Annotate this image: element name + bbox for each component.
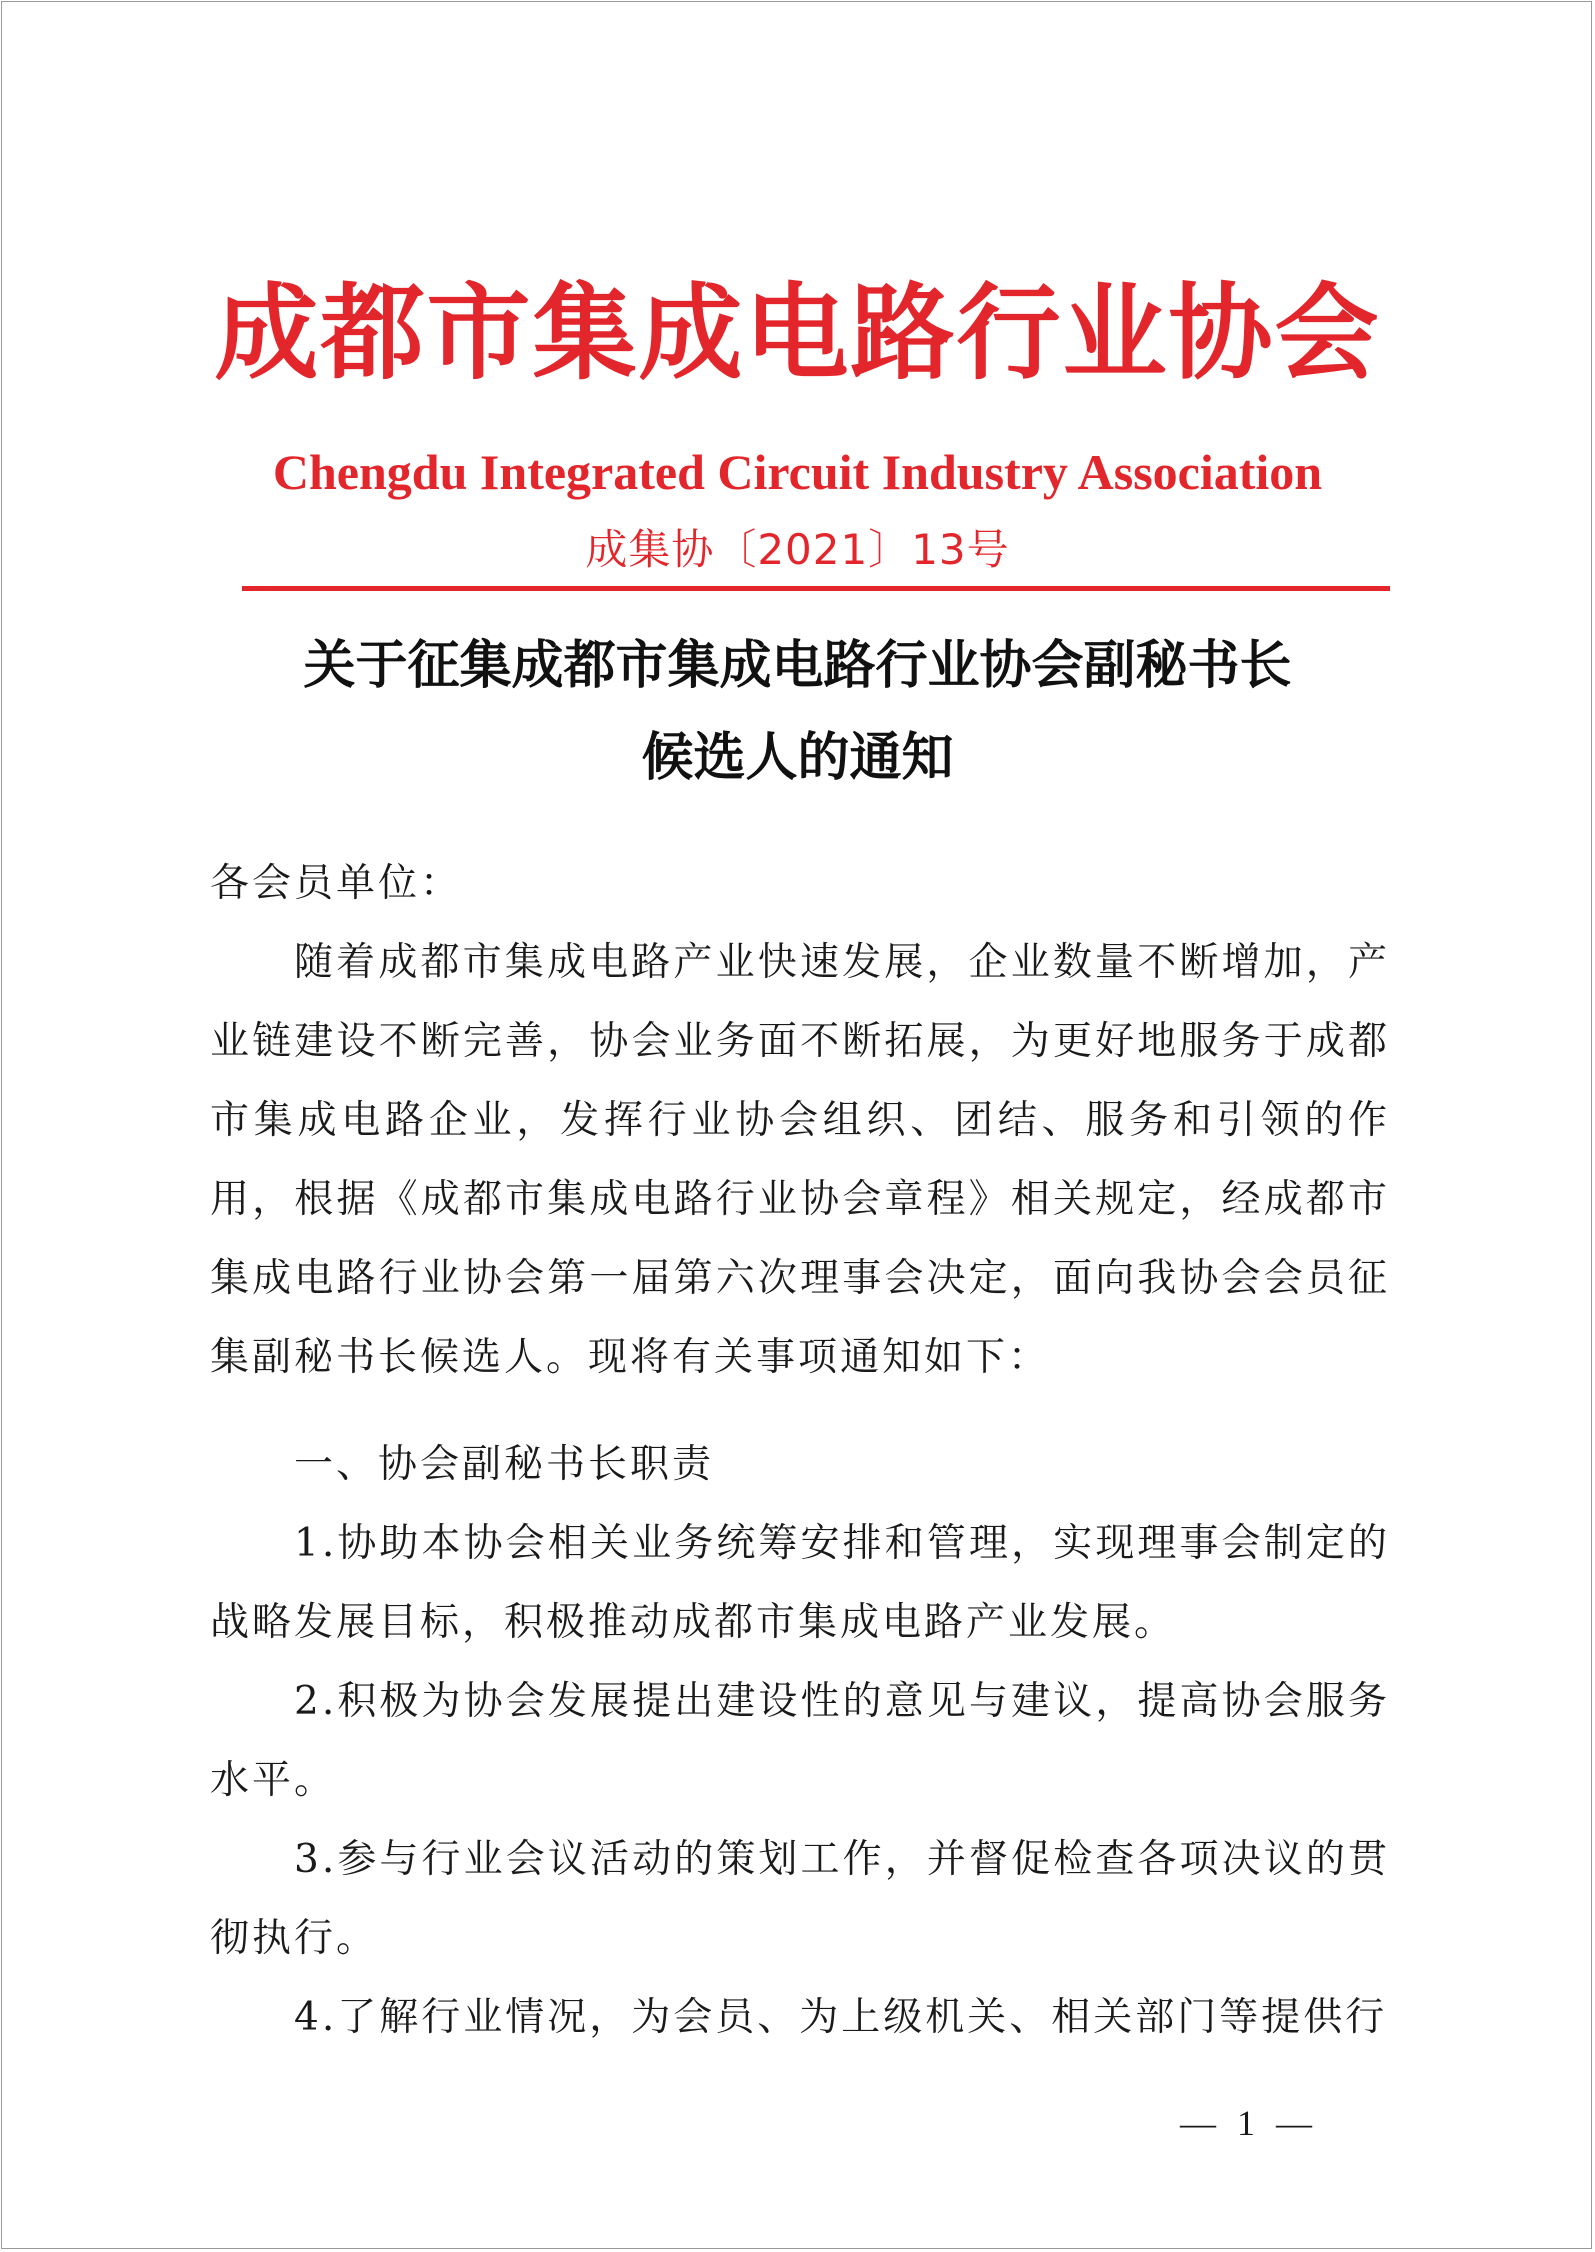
page-number: — 1 — [1180, 2103, 1318, 2143]
duty-item-1: 1.协助本协会相关业务统筹安排和管理，实现理事会制定的战略发展目标，积极推动成都市集成电路产业发展。 [210, 1521, 1390, 1645]
duty-item-2: 2.积极为协会发展提出建设性的意见与建议，提高协会服务水平。 [210, 1679, 1390, 1803]
intro-paragraph: 随着成都市集成电路产业快速发展，企业数量不断增加，产业链建设不断完善，协会业务面不断拓展，为更好地服务于成都市集成电路企业，发挥行业协会组织、团结、服务和引领的作用，根据《成都市集成电路行业协会章程》相关规定，经成都市集成电路行业协会第一届第六次理事会决定，面向我协会会员征集副秘书长候选人。现将有关事项通知如下： [210, 940, 1390, 1380]
duty-item-3: 3.参与行业会议活动的策划工作，并督促检查各项决议的贯彻执行。 [210, 1837, 1390, 1961]
section-heading-1: 一、协会副秘书长职责 [294, 1442, 715, 1487]
document-title-line-2: 候选人的通知 [641, 727, 954, 788]
letterhead-org-name-cn: 成都市集成电路行业协会 [214, 272, 1381, 394]
document-title [0, 620, 1595, 804]
document-title-line-1: 关于征集成都市集成电路行业协会副秘书长 [303, 635, 1292, 696]
document-body [210, 844, 1390, 2057]
duty-item-4: 4.了解行业情况，为会员、为上级机关、相关部门等提供行 [294, 1995, 1388, 2040]
document-number: 成集协〔2021〕13号 [585, 525, 1010, 574]
letterhead-org-name-en: Chengdu Integrated Circuit Industry Association [272, 444, 1323, 500]
salutation: 各会员单位： [210, 861, 463, 906]
letterhead-divider [242, 586, 1390, 591]
